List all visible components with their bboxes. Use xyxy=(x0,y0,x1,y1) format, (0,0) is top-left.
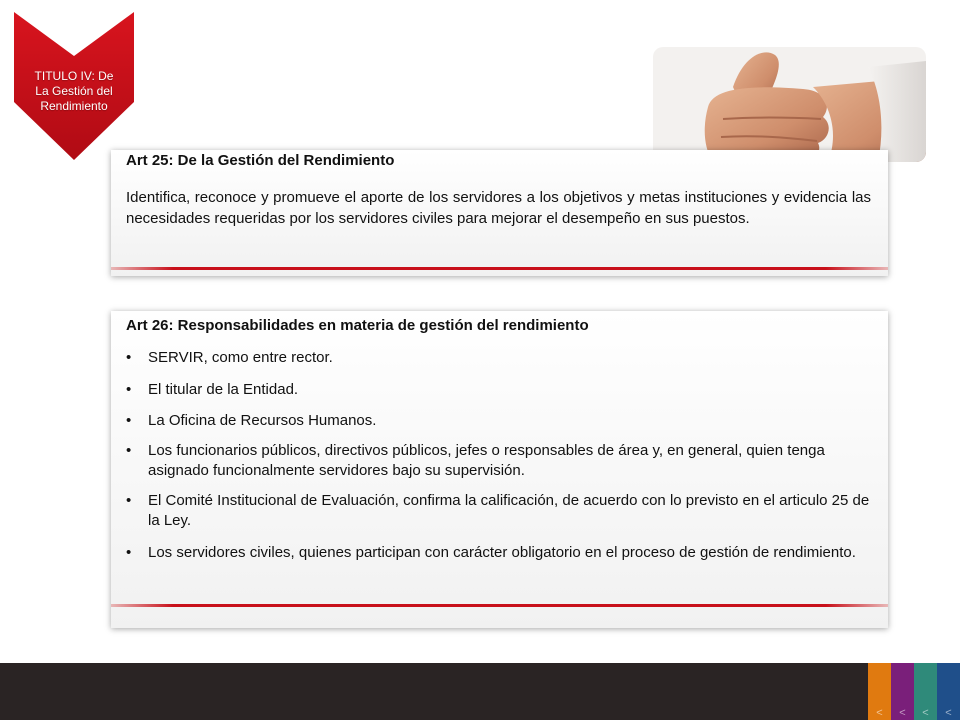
stripe-blue[interactable] xyxy=(937,663,960,720)
footer-stripes xyxy=(868,663,960,720)
thumbs-up-photo xyxy=(653,47,926,162)
banner-title xyxy=(20,69,128,114)
art26-title: Art 26: Responsabilidades en materia de gestión del rendimiento xyxy=(126,317,589,334)
list-item: • El Comité Institucional de Evaluación, confirma la calificación, de acuerdo con lo previsto en el articulo 25 de la Ley. xyxy=(126,491,871,531)
previous-arrow-icon[interactable]: < xyxy=(876,707,883,719)
stripe-teal[interactable] xyxy=(914,663,937,720)
footer-bar xyxy=(0,663,960,720)
previous-arrow-icon[interactable]: < xyxy=(922,707,929,719)
list-item: • Los servidores civiles, quienes participan con carácter obligatorio en el proceso de gestión de rendimiento. xyxy=(126,543,871,563)
art25-text: Identifica, reconoce y promueve el aporte de los servidores a los objetivos y metas instituciones y evidencia las necesidades requeridas por los servidores civiles para mejorar el desempeño en sus puestos. xyxy=(126,189,871,227)
list-item: • La Oficina de Recursos Humanos. xyxy=(126,411,871,431)
art25-box xyxy=(111,150,888,276)
banner-line-3: Rendimiento xyxy=(40,99,108,113)
responsibilities-list xyxy=(126,348,871,563)
banner-line-2: La Gestión del xyxy=(35,84,113,98)
list-item: • Los funcionarios públicos, directivos públicos, jefes o responsables de área y, en general, quien tenga asignado funcionalmente servidores bajo su supervisión. xyxy=(126,441,871,481)
thumbs-up-icon xyxy=(653,47,926,162)
previous-arrow-icon[interactable]: < xyxy=(945,707,952,719)
previous-arrow-icon[interactable]: < xyxy=(899,707,906,719)
list-item: • El titular de la Entidad. xyxy=(126,380,871,400)
section-banner xyxy=(14,12,134,162)
red-divider xyxy=(111,604,888,607)
list-item: • SERVIR, como entre rector. xyxy=(126,348,871,368)
stripe-orange[interactable] xyxy=(868,663,891,720)
stripe-purple[interactable] xyxy=(891,663,914,720)
banner-line-1: TITULO IV: De xyxy=(34,69,114,83)
art26-box xyxy=(111,311,888,628)
red-divider xyxy=(111,267,888,270)
art25-title: Art 25: De la Gestión del Rendimiento xyxy=(126,152,395,169)
